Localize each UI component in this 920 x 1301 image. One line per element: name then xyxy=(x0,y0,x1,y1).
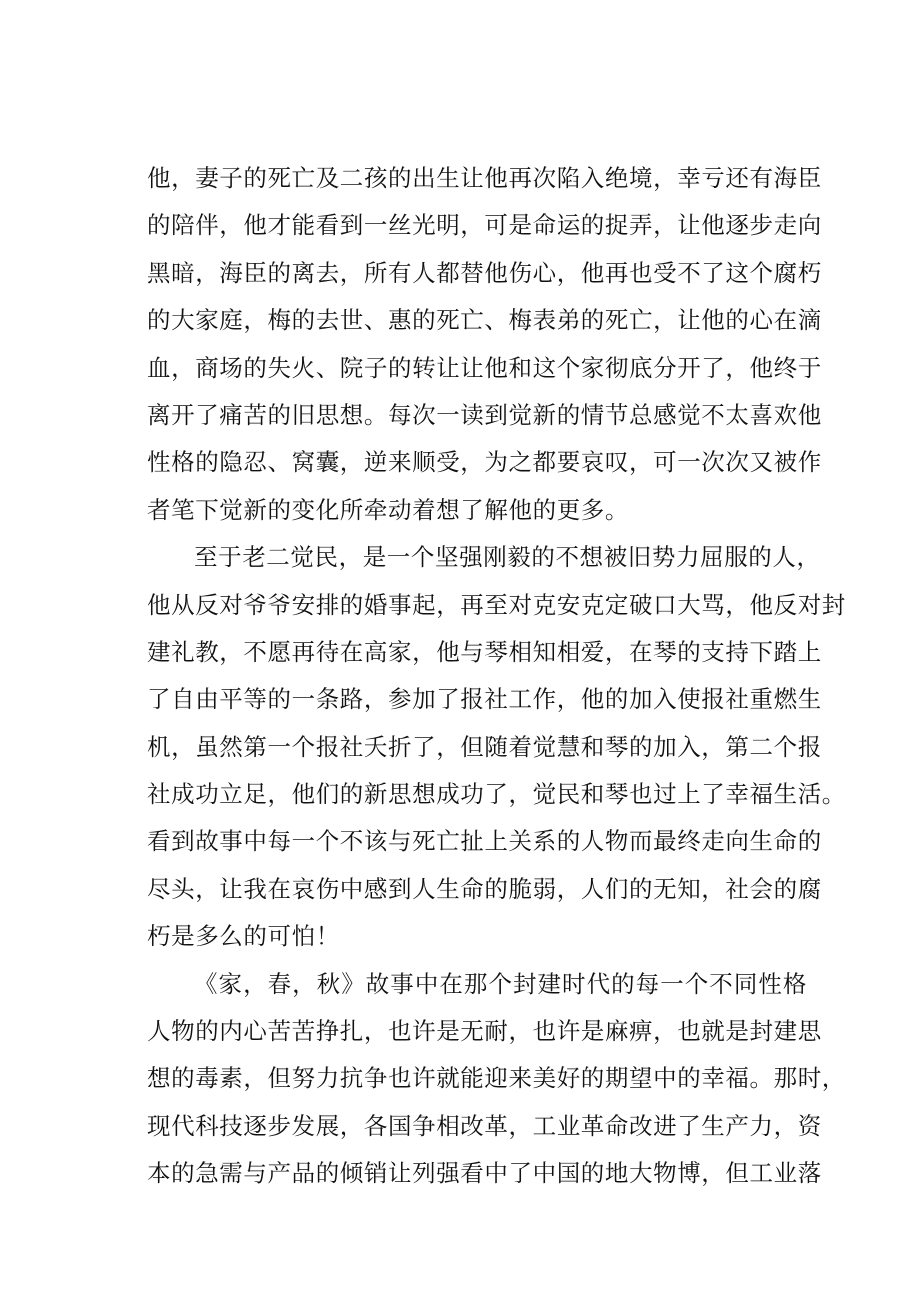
text-line: 机，虽然第一个报社夭折了，但随着觉慧和琴的加入，第二个报 xyxy=(147,732,822,761)
text-line: 想的毒素，但努力抗争也许就能迎来美好的期望中的幸福。那时， xyxy=(147,1064,846,1093)
text-line: 尽头，让我在哀伤中感到人生命的脆弱，人们的无知，社会的腐 xyxy=(147,874,822,903)
text-line: 血，商场的失火、院子的转让让他和这个家彻底分开了，他终于 xyxy=(147,353,822,382)
text-line: 了自由平等的一条路，参加了报社工作，他的加入使报社重燃生 xyxy=(147,685,822,714)
text-line: 社成功立足，他们的新思想成功了，觉民和琴也过上了幸福生活。 xyxy=(147,780,846,809)
text-line: 看到故事中每一个不该与死亡扯上关系的人物而最终走向生命的 xyxy=(147,827,822,856)
text-line: 人物的内心苦苦挣扎，也许是无耐，也许是麻痹，也就是封建思 xyxy=(147,1017,822,1046)
text-line: 他，妻子的死亡及二孩的出生让他再次陷入绝境，幸亏还有海臣 xyxy=(147,164,822,192)
text-line: 建礼教，不愿再待在高家，他与琴相知相爱，在琴的支持下踏上 xyxy=(147,637,822,666)
text-line: 离开了痛苦的旧思想。每次一读到觉新的情节总感觉不太喜欢他 xyxy=(147,400,822,429)
text-line: 的陪伴，他才能看到一丝光明，可是命运的捉弄，让他逐步走向 xyxy=(147,211,822,240)
paragraph-start-line: 至于老二觉民，是一个坚强刚毅的不想被旧势力屈服的人， xyxy=(194,543,821,572)
text-line: 现代科技逐步发展，各国争相改革，工业革命改进了生产力，资 xyxy=(147,1111,822,1140)
text-line: 黑暗，海臣的离去，所有人都替他伤心，他再也受不了这个腐朽 xyxy=(147,258,822,287)
text-line: 他从反对爷爷安排的婚事起，再至对克安克定破口大骂，他反对封 xyxy=(147,590,846,619)
text-line: 朽是多么的可怕！ xyxy=(147,922,340,951)
text-line: 本的急需与产品的倾销让列强看中了中国的地大物博，但工业落 xyxy=(147,1159,822,1188)
paragraph-start-line: 《家，春，秋》故事中在那个封建时代的每一个不同性格 xyxy=(194,969,807,998)
text-line: 者笔下觉新的变化所牵动着想了解他的更多。 xyxy=(147,495,629,524)
body-text xyxy=(147,155,846,1198)
text-line: 性格的隐忍、窝囊，逆来顺受，为之都要哀叹，可一次次又被作 xyxy=(147,448,822,477)
text-line: 的大家庭，梅的去世、惠的死亡、梅表弟的死亡，让他的心在滴 xyxy=(147,306,822,335)
